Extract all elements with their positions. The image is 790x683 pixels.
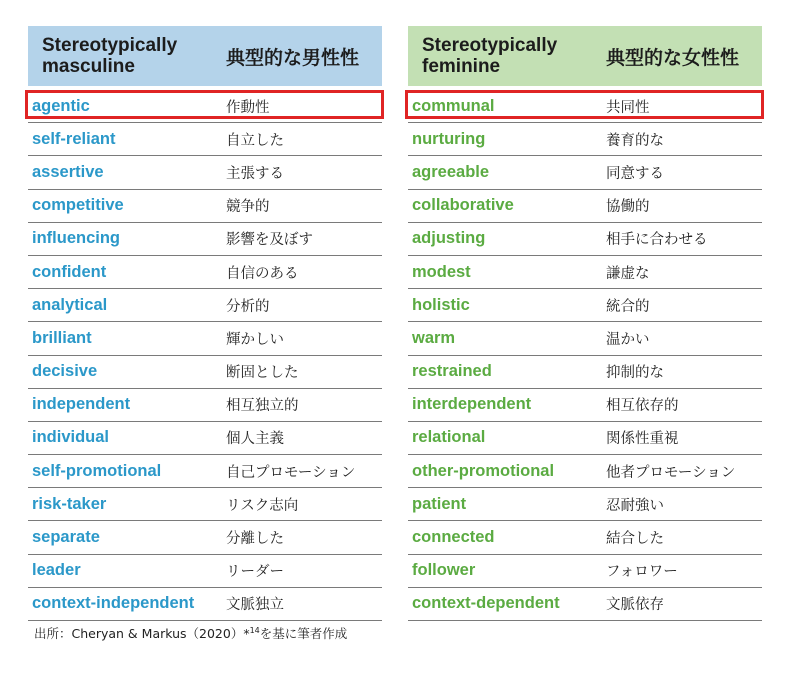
masculine-header [28,26,382,86]
term-en: competitive [32,196,124,215]
term-ja: 謙虚な [606,265,650,282]
feminine-table [408,26,762,621]
term-ja: 作動性 [226,99,270,116]
term-en: individual [32,428,110,447]
term-en: context-independent [32,594,195,613]
masculine-rows [28,90,382,621]
term-en: interdependent [412,395,532,414]
term-en: communal [412,96,495,115]
term-en: confident [32,262,107,281]
feminine-header [408,26,762,86]
table-row [28,422,382,455]
term-en: brilliant [32,328,92,347]
term-ja: 相互独立的 [226,398,299,415]
term-ja: 輝かしい [226,331,284,348]
term-ja: 同意する [606,165,664,182]
table-row [408,223,762,256]
masculine-header-en: Stereotypically masculine [42,35,178,77]
term-ja: 分離した [226,531,284,548]
term-en: restrained [412,362,492,381]
term-en: influencing [32,229,120,248]
table-row [28,521,382,554]
term-en: holistic [412,295,470,314]
feminine-header-ja: 典型的な女性性 [606,46,740,69]
source-text: 出所：Cheryan & Markus（2020）* [34,626,250,641]
term-en: patient [412,494,467,513]
table-row [28,455,382,488]
term-en: modest [412,262,471,281]
table-row [408,123,762,156]
term-ja: リスク志向 [226,497,299,514]
term-en: leader [32,561,81,580]
table-row [28,156,382,189]
table-row [28,488,382,521]
term-en: analytical [32,295,108,314]
term-ja: 自立した [226,132,284,149]
term-ja: 関係性重視 [606,431,679,448]
table-row [28,322,382,355]
term-ja: 相互依存的 [606,398,679,415]
term-en: self-reliant [32,129,116,148]
term-ja: 断固とした [226,365,299,382]
table-row [408,455,762,488]
term-ja: 分析的 [226,298,270,315]
term-en: assertive [32,162,104,181]
term-ja: 統合的 [606,298,650,315]
table-row [408,289,762,322]
table-row [408,90,762,123]
table-row [408,389,762,422]
table-row [28,223,382,256]
feminine-rows [408,90,762,621]
table-row [408,156,762,189]
table-row [28,356,382,389]
table-row [408,356,762,389]
term-ja: 文脈依存 [606,597,664,614]
table-row [28,90,382,123]
term-ja: 影響を及ぼす [226,232,313,249]
term-en: agreeable [412,162,490,181]
feminine-header-en: Stereotypically feminine [422,35,558,77]
table-row [408,521,762,554]
term-en: agentic [32,96,90,115]
table-row [408,488,762,521]
term-ja: フォロワー [606,564,678,581]
term-ja: 自己プロモーション [226,464,356,481]
term-en: connected [412,528,495,547]
table-row [28,256,382,289]
term-ja: 競争的 [226,199,270,216]
term-en: self-promotional [32,461,162,480]
term-ja: 自信のある [226,265,299,282]
table-row [408,588,762,621]
term-ja: 忍耐強い [606,497,664,514]
table-row [408,555,762,588]
table-row [408,322,762,355]
term-en: collaborative [412,196,514,215]
term-ja: 抑制的な [606,365,664,382]
term-ja: 協働的 [606,199,650,216]
source-footnote-number: 14 [249,625,260,635]
table-row [28,555,382,588]
term-en: risk-taker [32,494,107,513]
term-en: independent [32,395,131,414]
term-ja: 温かい [606,331,650,348]
term-en: separate [32,528,100,547]
term-en: decisive [32,362,98,381]
term-ja: 結合した [606,531,664,548]
term-ja: リーダー [226,564,284,581]
table-row [408,422,762,455]
table-row [28,389,382,422]
table-row [28,123,382,156]
table-row [408,256,762,289]
table-row [28,190,382,223]
term-ja: 文脈独立 [226,597,284,614]
masculine-header-ja: 典型的な男性性 [226,46,360,69]
table-row [408,190,762,223]
source-note [34,624,347,642]
term-ja: 養育的な [606,132,664,149]
masculine-table [28,26,382,621]
term-ja: 相手に合わせる [606,232,708,249]
term-en: context-dependent [412,594,560,613]
term-ja: 主張する [226,165,284,182]
term-ja: 他者プロモーション [606,464,736,481]
term-ja: 個人主義 [226,431,284,448]
table-row [28,289,382,322]
term-en: relational [412,428,486,447]
term-ja: 共同性 [606,99,650,116]
term-en: nurturing [412,129,486,148]
table-row [28,588,382,621]
source-suffix: を基に筆者作成 [259,626,348,641]
term-en: follower [412,561,476,580]
term-en: warm [412,328,456,347]
term-en: other-promotional [412,461,555,480]
term-en: adjusting [412,229,486,248]
